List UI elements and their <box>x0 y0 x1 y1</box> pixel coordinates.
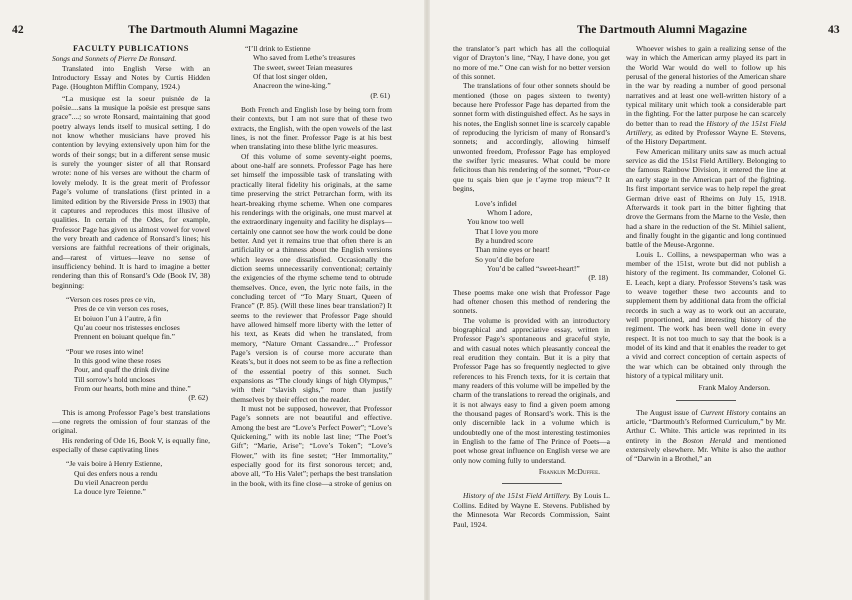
verse-french <box>66 295 210 342</box>
verse-line: From our hearts, both mine and thine.” <box>74 384 191 394</box>
verse-line: Who saved from Lethe’s treasures <box>253 53 356 63</box>
verse-line: Love’s infidel <box>475 198 517 208</box>
section-title: FACULTY PUBLICATIONS <box>72 44 189 53</box>
book-title: History of the 151st Field Artillery. <box>463 491 571 501</box>
verse-line: Of that lost singer olden, <box>253 72 328 82</box>
verse-line: Qu’au coeur nos tristesses encloses <box>74 322 180 332</box>
paragraph: Whoever wishes to gain a realizing sense of the way in which the American army played its part in the World War would do well to follow up his perusal of the general histories of the American share in the war by reading a number of good personal narratives and at least one well-written history of a typical military unit which took a considerable part in the fighting. For the latter purpose he can scarcely do better than to read the History of the 151st Field Artillery, as edited by Professor Wayne E. Stevens, of the History Department. <box>626 44 786 147</box>
signature: Frank Maloy Anderson. <box>698 383 770 393</box>
paragraph: Few American military units saw as much actual service as did the 151st Field Artillery. Belonging to the famous Rainbow Division, it entered the line at an early stage in the American part of the fighting. Its first important service was to help repel the great German drive east of Rheims on July 15, 1918. Afterwards it took part in the bitter fighting that drove the Germans from the Marne to the Vesle, then had a share in the reduction of the St. Mihiel salient, and finally fought in the gigantic and long continued battle of the Meuse-Argonne. <box>626 146 786 250</box>
running-head-left: The Dartmouth Alumni Magazine <box>128 24 298 36</box>
paragraph: It must not be supposed, however, that Professor Page’s sonnets are not beautiful and effective. Among the best are “Love’s Perfect Power”; “Love’s Quickening,” with its noble last line; “The Poet’s Gift”; “Marie, Arise”; “Love’s Token”; “Love’s Flower,” with its fine sestet; “Her Immortality,” especially good for its first sonorous tercet; and, above all, “To His Valet”; perhaps the best translation in the book, with its fine close—a stroke of genius on <box>231 404 392 488</box>
paragraph: This is among Professor Page’s best translations—one regrets the omission of four stanzas of the original. <box>52 407 210 436</box>
book-info: Translated into English Verse with an Introductory Essay and Notes by Curtis Hidden Page. (Houghton Mifflin Company, 1924.) <box>52 63 210 92</box>
verse-line: “Pour we roses into wine! <box>66 346 144 356</box>
book-title: Songs and Sonnets of Pierre De Ronsard. <box>52 54 177 64</box>
right-column-1 <box>453 44 610 592</box>
paragraph: Both French and English lose by being torn from their contexts, but I am not sure that of these two extracts, the English, with the open vowels of the last lines, is not the finer. Professor Page is at his best when translating into these blithe lyric measures. <box>231 105 392 152</box>
verse-line: So you’d die before <box>475 254 535 264</box>
verse-line: “Je vais boire à Henry Estienne, <box>66 459 163 469</box>
signature: Franklin McDuffee. <box>538 467 600 477</box>
verse-english-2 <box>245 44 392 100</box>
left-column-2 <box>231 44 392 592</box>
paragraph: The volume is provided with an introductory biographical and appreciative essay, written in Professor Page’s spontaneous and graceful style, and with casual notes which pleasantly conceal the real erudition they contain. But it is a pity that Professor Page has so frequently neglected to give references to his French texts, for it is certain that many readers of this volume will be impelled by the charm of the translations to reread the originals, and it is not always easy to find a given poem among the thousand pages of Ronsard’s work. This is the only discernible lack in a volume which is undoubtedly one of the most interesting testimonies in English to the fame of The Prince of Poets—a poet whose great influence on English verse we are only now coming fully to understand. <box>453 315 610 465</box>
page-number-left: 42 <box>12 24 24 36</box>
right-column-2 <box>626 44 786 592</box>
verse-line: Whom I adore, <box>487 207 533 217</box>
paragraph: The translations of four other sonnets should be mentioned (those on pages sixteen to twenty) because here Professor Page has departed from the sonnet form with distinguished effect. As he says in his notes, the English sonnet line is scarcely capable of reproducing the lyricism of many of Ronsard’s sonnets; and accordingly, allowing himself unwonted freedom, Professor Page has employed the swifter lyric measures. What could be more felicitous than his rendering of the sonnet, “Pour-ce que tu sçais bien que je t’ayme trop mieux”? It begins, <box>453 81 610 194</box>
verse-line: Pour, and quaff the drink divine <box>74 365 170 375</box>
paragraph: These poems make one wish that Professor Page had oftener chosen this method of rendering the sonnets. <box>453 287 610 316</box>
right-page <box>430 0 852 600</box>
paragraph: Of this volume of some seventy-eight poems, about one-half are sonnets. Professor Page has here set himself the impossible task of translating with practically literal fidelity his originals, at the same time preserving the strict Petrarchan form, with its heart-breaking rhyme scheme. When one compares his renderings with the originals, one must marvel at the extraordinary ingenuity and facility he displays—certainly one cannot see how the work could be done better. And yet it remains true that often there is an artificiality or a thinness about the English versions which leaves one dissatisfied. Occasionally the diction seems unnecessarily conventional; certainly the exigencies of the rhyme scheme tend to obtrude themselves. Once, even, the lyric note fails, in the concluding tercet of “To Mary Stuart, Queen of France” (P. 85). (Will these lines bear translation?) It seems to the reviewer that Professor Page should have allowed himself more liberty with the letter of his text, as Keats did when he translated, from memory, “Nature Ornant Cassandre....” Professor Page’s version is of course more accurate than Keats’s, but it does not seem to be as fine a reflection of the essential poetry of this sonnet. Such expansions as “The cloudy kings of high Olympus,” with their “slavish sighs,” more than justify themselves by their effect on the reader. <box>231 151 392 404</box>
verse-line: Till sorrow’s hold uncloses <box>74 374 156 384</box>
verse-line: “Verson ces roses pres ce vin, <box>66 294 156 304</box>
paragraph: Louis L. Collins, a newspaperman who was a member of the 151st, wrote but did not publish a history of the regiment. Its commander, Colonel G. E. Leach, kept a diary. Professor Stevens’s task was to weave together these two accounts and to supplement them by additional data from the official records in such a way as to work out an accurate, well proportioned, and interesting history of the regiment. The work has been well done in every respect. It is not too much to say that the book is a model of its kind and that it enables the reader to get a vivid and correct conception of certain aspects of the war which can be obtained only through the history of a typical military unit. <box>626 249 786 381</box>
page-number-right: 43 <box>828 24 840 36</box>
page-citation: (P. 61) <box>370 90 390 100</box>
paragraph: the translator’s part which has all the colloquial vigor of Drayton’s line, “Nay, I have done, you get no more of me.” One can wish for no better version of this sonnet. <box>453 44 610 82</box>
verse-line: You know too well <box>467 217 524 227</box>
book-info: By Louis L. Collins. Edited by Wayne E. Stevens. Published by the Minnesota War Records Commission, Saint Paul, 1924. <box>453 491 610 529</box>
verse-line: La douce lyre Teienne.” <box>74 487 146 497</box>
verse-line: Prennent en boiuant quelque fin.” <box>74 332 176 342</box>
verse-line: In this good wine these roses <box>74 356 161 365</box>
running-head-right: The Dartmouth Alumni Magazine <box>577 24 747 36</box>
verse-french-2 <box>66 459 210 496</box>
verse-line: That I love you more <box>475 226 539 236</box>
verse-line: You’d be called “sweet-heart!” <box>487 263 580 273</box>
verse-line: Pres de ce vin verson ces roses, <box>74 304 169 314</box>
divider <box>676 400 736 401</box>
paragraph: The August issue of Current History contains an article, “Dartmouth’s Reformed Curriculum,” by Mr. Arthur C. White. This article was reprinted in its entirety in the Boston Herald and mentioned extensively elsewhere. Mr. White is also the author of “Darwin in a Brothel,” an <box>626 407 786 464</box>
verse-line: Anacreon the wine-king.” <box>253 81 331 91</box>
left-column-1 <box>52 44 210 592</box>
verse-line: By a hundred score <box>475 235 534 245</box>
verse-line: “I’ll drink to Estienne <box>245 44 311 53</box>
page-citation: (P. 62) <box>188 393 208 403</box>
verse-line: Than mine eyes or heart! <box>475 245 550 255</box>
verse-line: Qui des enfers nous a rendu <box>74 468 158 478</box>
verse-line: Du vieil Anacreon perdu <box>74 478 148 488</box>
verse-english <box>66 347 210 403</box>
verse-sonnet <box>467 199 610 283</box>
left-page <box>0 0 424 600</box>
paragraph: His rendering of Ode 16, Book V, is equally fine, especially of these captivating lines <box>52 435 210 455</box>
page-citation: (P. 18) <box>588 273 608 283</box>
paragraph: “La musique est la soeur puisnée de la poësie....sans la musique la poësie est presque sans grace”....; so wrote Ronsard, maintaining that good poetry always lends itself to musical setting. I do not know whether musicians have proved his contention by levying extensively upon him for the words of their songs; but in a different sense music is surely the younger sister of all that Ronsard wrote: none of his verses are without the charm of lovely melody. It is the great merit of Professor Page’s volume of translations (first printed in a limited edition by the Riverside Press in 1903) that it captures and reproduces this most illusive of qualities. In certain of the Odes, for example, Professor Page has given us almost vowel for vowel the very breath and cadence of Ronsard’s lines; his versions are faithful recreations of their originals, and—rarest of virtues—leave no sense of insufficiency behind. It is hard to imagine a better rendering than this of Ronsard’s Ode (Book IV, 38) beginning: <box>52 93 210 290</box>
divider <box>502 483 562 484</box>
verse-line: Et boiuon l’un à l’autre, à fin <box>74 313 162 323</box>
verse-line: The sweet, sweet Teian measures <box>253 62 353 72</box>
